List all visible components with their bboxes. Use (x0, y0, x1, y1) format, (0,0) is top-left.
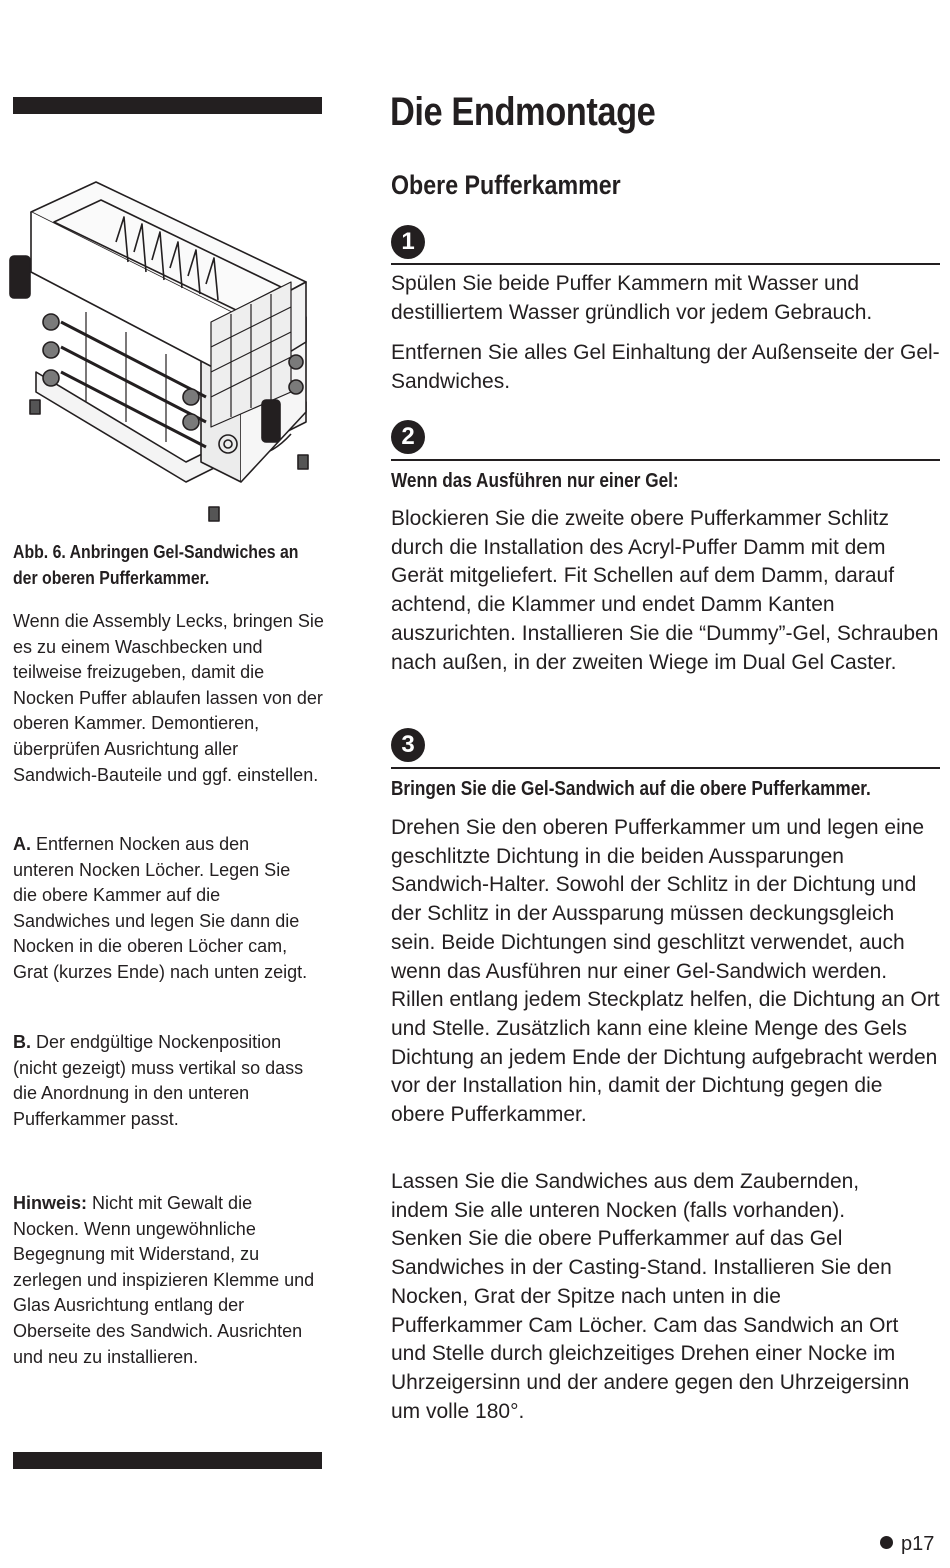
step-1-number-badge: 1 (391, 225, 425, 259)
step-2-subheading: Wenn das Ausführen nur einer Gel: (391, 470, 679, 492)
step-1-paragraph-1: Spülen Sie beide Puffer Kammern mit Wasser und destilliertem Wasser gründlich vor jedem Gebrauch. (391, 272, 873, 324)
step-1-rule (391, 263, 940, 265)
step-3-paragraph-2: Lassen Sie die Sandwiches aus dem Zaubernden, indem Sie alle unteren Nocken (falls vorhanden). Senken Sie die obere Pufferkammer auf das Gel Sandwiches in der Casting-Stand. Installieren Sie den Nocken, Grat der Spitze nach unten in die Pufferkammer Cam Löcher. Cam das Sandwich an Ort und Stelle durch gleichzeitiges Drehen einer Nocke im Uhrzeigersinn und der andere gegen den Uhrzeigersinn um volle 180°. (391, 1170, 910, 1423)
step-1-paragraph-2: Entfernen Sie alles Gel Einhaltung der Außenseite der Gel-Sandwiches. (391, 341, 940, 393)
step-3-subheading: Bringen Sie die Gel-Sandwich auf die obere Pufferkammer. (391, 778, 871, 800)
page-title: Die Endmontage (390, 90, 656, 134)
step-3-number-badge: 3 (391, 728, 425, 762)
top-rule-bar (13, 97, 322, 114)
bottom-rule-bar (13, 1452, 322, 1469)
note-a-label: A. (13, 834, 31, 854)
hint-text: Nicht mit Gewalt die Nocken. Wenn ungewöhnliche Begegnung mit Widerstand, zu zerlegen und inspizieren Klemme und Glas Ausrichtung entlang der Oberseite des Sandwich. Ausrichten und neu zu installieren. (13, 1193, 315, 1367)
step-2-number-badge: 2 (391, 420, 425, 454)
page-number-text: p17 (901, 1533, 935, 1555)
page-number (880, 1533, 934, 1556)
hint-label: Hinweis: (13, 1193, 88, 1213)
buffer-chamber-illustration (6, 172, 324, 528)
note-b-label: B. (13, 1032, 31, 1052)
sidebar-note-a (13, 832, 313, 986)
sidebar-note-b (13, 1030, 313, 1132)
step-2-rule (391, 459, 940, 461)
section-heading: Obere Pufferkammer (391, 170, 621, 200)
note-b-text: Der endgültige Nockenposition (nicht gezeigt) muss vertikal so dass die Anordnung in den unteren Pufferkammer passt. (13, 1032, 304, 1129)
step-3-rule (391, 767, 940, 769)
step-2-paragraph-1: Blockieren Sie die zweite obere Pufferkammer Schlitz durch die Installation des Acryl-Puffer Damm mit dem Gerät mitgeliefert. Fit Schellen auf dem Damm, darauf achtend, die Klammer und endet Damm Kanten auszurichten. Installieren Sie die “Dummy”-Gel, Schrauben nach außen, in der zweiten Wiege im Dual Gel Caster. (391, 507, 939, 674)
sidebar-intro: Wenn die Assembly Lecks, bringen Sie es zu einem Waschbecken und teilweise freizugeben, damit die Nocken Puffer ablaufen lassen von der oberen Kammer. Demontieren, überprüfen Ausrichtung aller Sandwich-Bauteile und ggf. einstellen. (13, 611, 324, 785)
note-a-text: Entfernen Nocken aus den unteren Nocken Löcher. Legen Sie die obere Kammer auf die Sandwiches und legen Sie dann die Nocken in die oberen Löcher cam, Grat (kurzes Ende) nach unten zeigt. (13, 834, 308, 982)
figure-caption: Abb. 6. Anbringen Gel-Sandwiches an der oberen Pufferkammer. (13, 542, 299, 588)
sidebar-hint (13, 1191, 323, 1370)
bullet-icon (880, 1536, 893, 1549)
step-3-paragraph-1: Drehen Sie den oberen Pufferkammer um und legen eine geschlitzte Dichtung in die beiden Aussparungen Sandwich-Halter. Sowohl der Schlitz in der Dichtung und der Schlitz in der Aussparung müssen deckungsgleich sein. Beide Dichtungen sind geschlitzt verwendet, auch wenn das Ausführen nur einer Gel-Sandwich werden. Rillen entlang jedem Steckplatz helfen, die Dichtung an Ort und Stelle. Zusätzlich kann eine kleine Menge des Gels Dichtung an jedem Ende der Dichtung aufgebracht werden vor der Installation hin, damit der Dichtung gegen die obere Pufferkammer. (391, 816, 940, 1127)
